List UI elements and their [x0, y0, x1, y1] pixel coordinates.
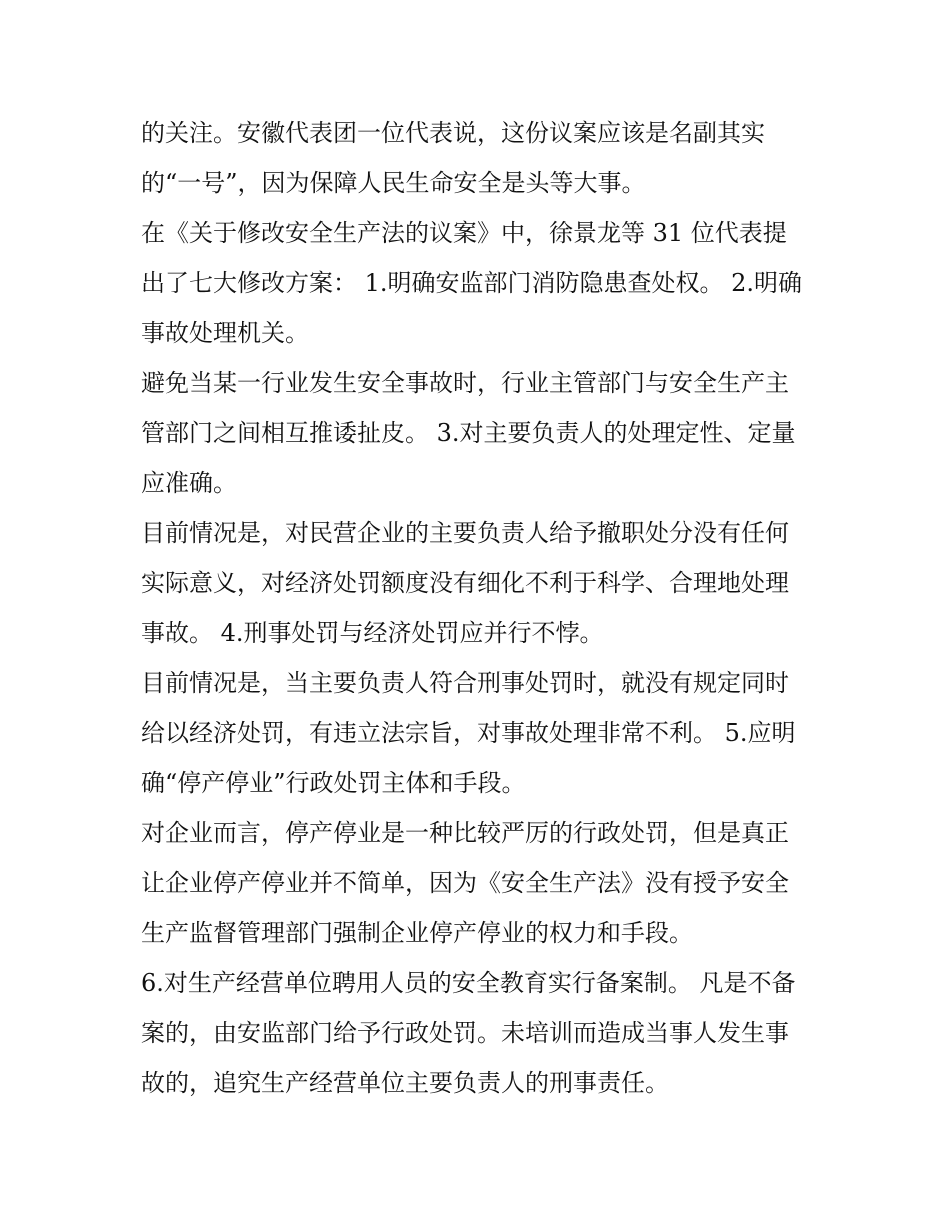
text-line: 避免当某一行业发生安全事故时，行业主管部门与安全生产主 — [141, 369, 789, 397]
text-line: 实际意义，对经济处罚额度没有细化不利于科学、合理地处理 — [141, 569, 789, 597]
paragraph-6 — [141, 808, 821, 958]
text-line: 让企业停产停业并不简单，因为《安全生产法》没有授予安全 — [141, 869, 789, 897]
text-line: 在《关于修改安全生产法的议案》中，徐景龙等 31 位代表提 — [141, 219, 787, 247]
paragraph-2 — [141, 208, 821, 358]
text-line: 的“一号”，因为保障人民生命安全是头等大事。 — [141, 169, 646, 197]
text-line: 生产监督管理部门强制企业停产停业的权力和手段。 — [141, 919, 693, 947]
text-line: 对企业而言，停产停业是一种比较严厉的行政处罚，但是真正 — [141, 819, 789, 847]
text-line: 6.对生产经营单位聘用人员的安全教育实行备案制。 凡是不备 — [141, 969, 796, 997]
paragraph-1 — [141, 108, 821, 208]
paragraph-7 — [141, 958, 821, 1108]
text-line: 事故处理机关。 — [141, 319, 309, 347]
text-line: 案的，由安监部门给予行政处罚。未培训而造成当事人发生事 — [141, 1019, 789, 1047]
paragraph-5 — [141, 658, 821, 808]
text-line: 管部门之间相互推诿扯皮。 3.对主要负责人的处理定性、定量 — [141, 419, 796, 447]
text-line: 出了七大修改方案： 1.明确安监部门消防隐患查处权。 2.明确 — [141, 269, 803, 297]
text-line: 给以经济处罚，有违立法宗旨，对事故处理非常不利。 5.应明 — [141, 719, 796, 747]
document-body — [141, 108, 821, 1108]
text-line: 故的，追究生产经营单位主要负责人的刑事责任。 — [141, 1069, 669, 1097]
paragraph-3 — [141, 358, 821, 508]
text-line: 目前情况是，当主要负责人符合刑事处罚时，就没有规定同时 — [141, 669, 789, 697]
paragraph-4 — [141, 508, 821, 658]
text-line: 事故。 4.刑事处罚与经济处罚应并行不悖。 — [141, 619, 604, 647]
text-line: 的关注。安徽代表团一位代表说，这份议案应该是名副其实 — [141, 119, 765, 147]
text-line: 确“停产停业”行政处罚主体和手段。 — [141, 769, 526, 797]
text-line: 应准确。 — [141, 469, 237, 497]
text-line: 目前情况是，对民营企业的主要负责人给予撤职处分没有任何 — [141, 519, 789, 547]
